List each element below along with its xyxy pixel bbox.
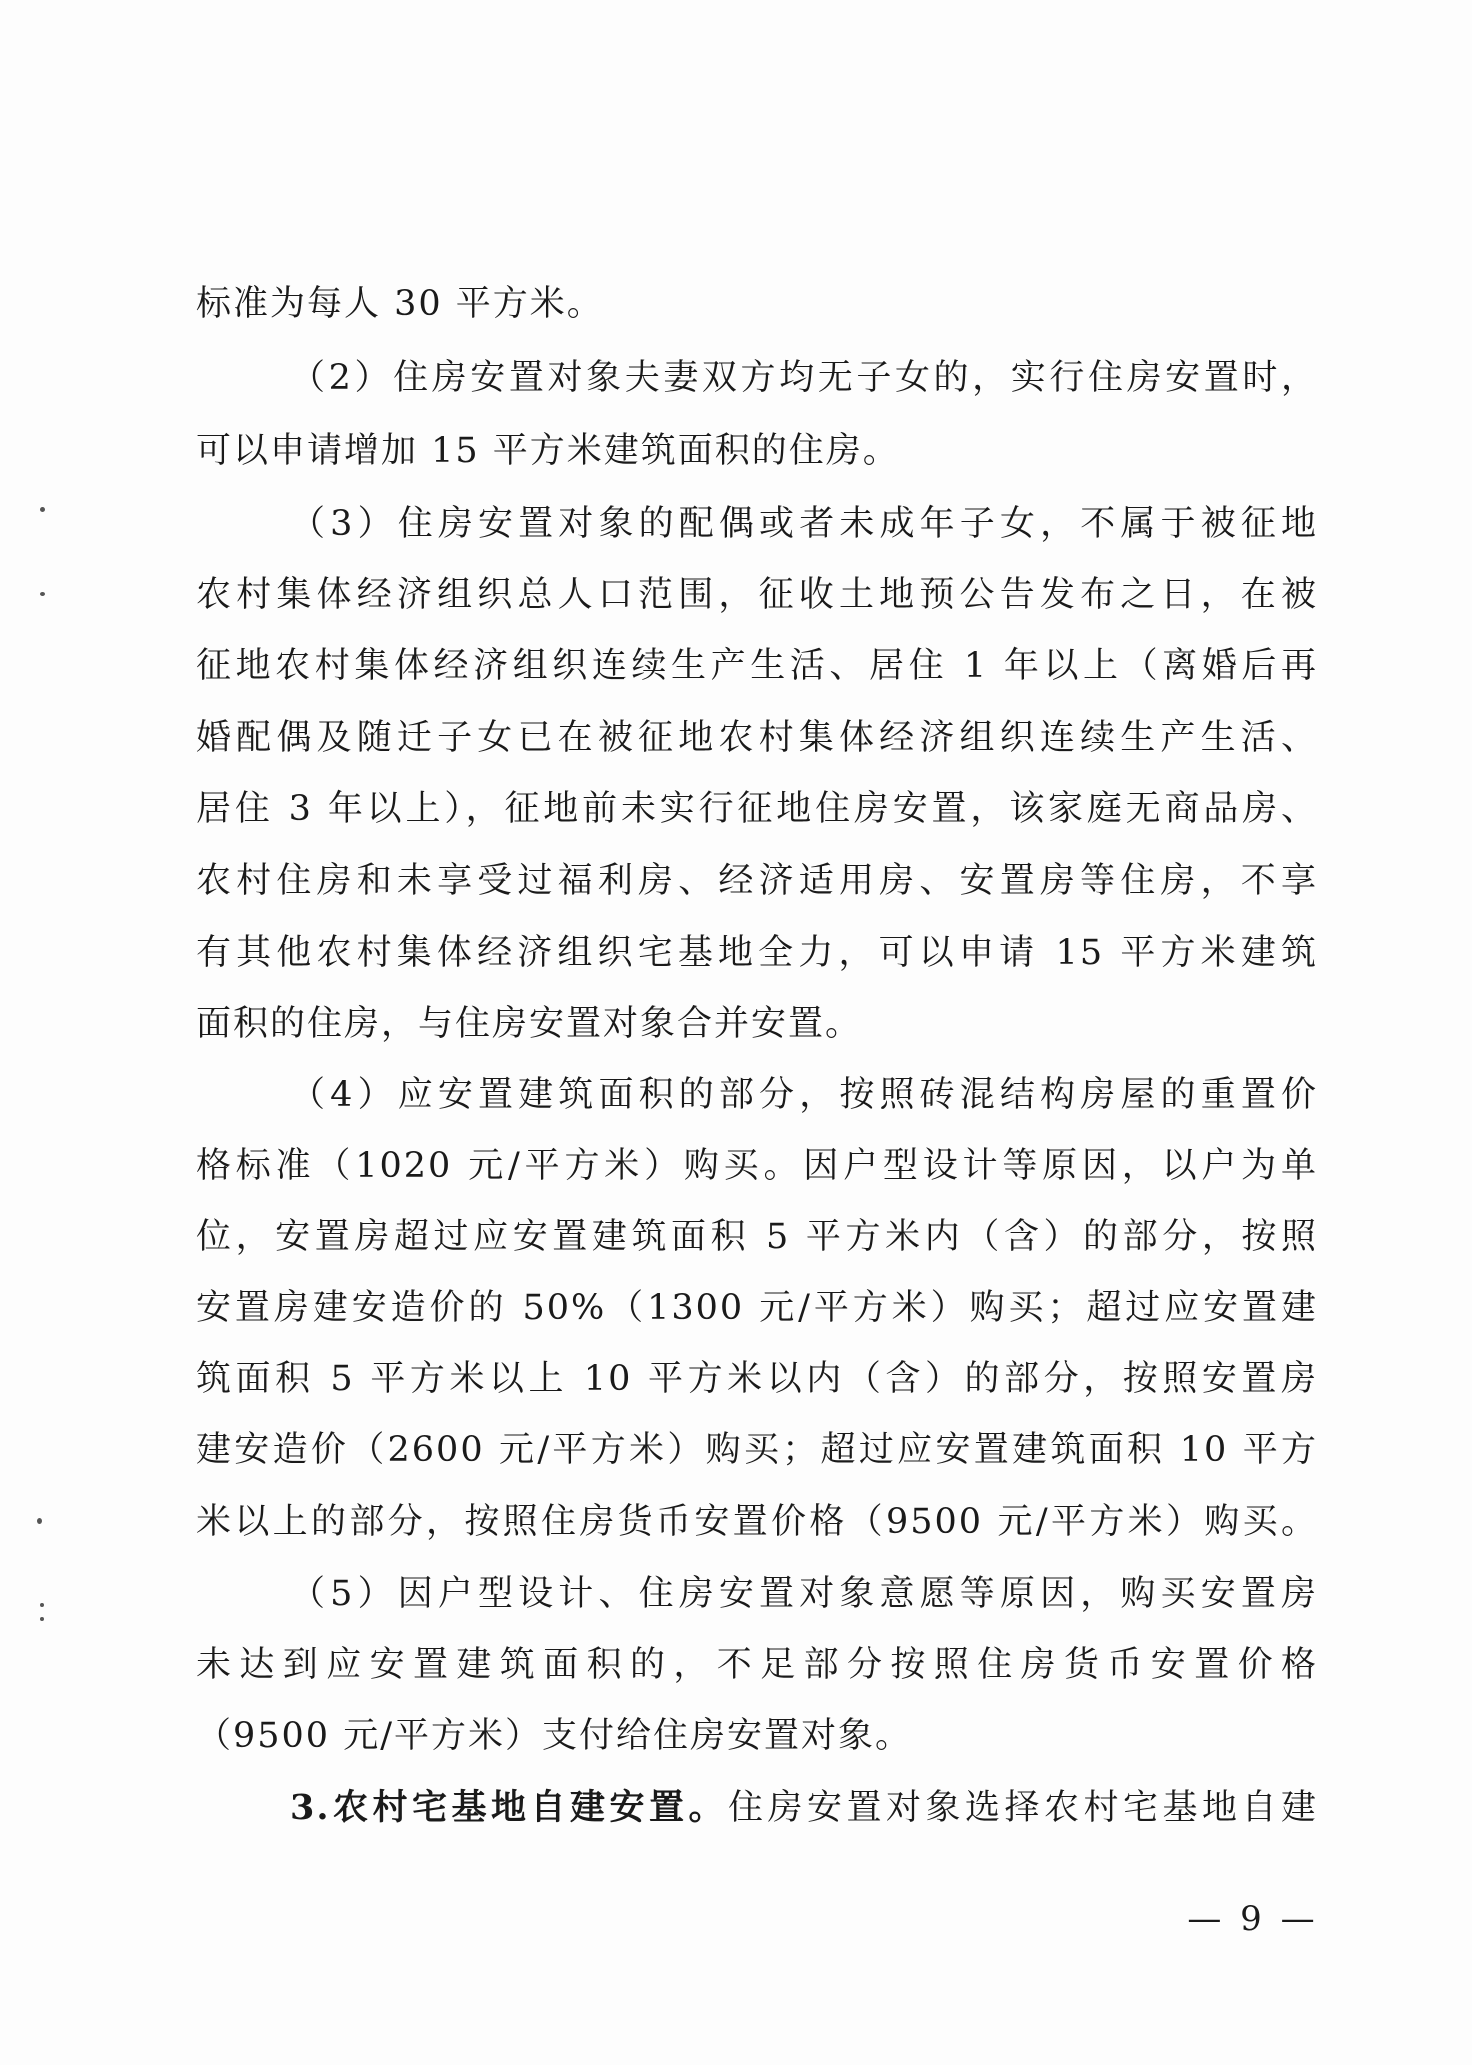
text-line: 可以申请增加 15 平方米建筑面积的住房。 <box>196 431 900 471</box>
text-line: 筑面积 5 平方米以上 10 平方米以内（含）的部分，按照安置房 <box>196 1359 1318 1399</box>
text-line: 居住 3 年以上），征地前未实行征地住房安置，该家庭无商品房、 <box>196 789 1318 829</box>
scan-mark <box>37 1518 42 1524</box>
text-line: 有其他农村集体经济组织宅基地全力，可以申请 15 平方米建筑 <box>196 933 1318 973</box>
section-heading: 3.农村宅基地自建安置。 <box>290 1787 729 1828</box>
text-line: 米以上的部分，按照住房货币安置价格（9500 元/平方米）购买。 <box>196 1502 1318 1542</box>
text-line: 未达到应安置建筑面积的，不足部分按照住房货币安置价格 <box>196 1645 1318 1685</box>
text-line: （2）住房安置对象夫妻双方均无子女的，实行住房安置时， <box>290 358 1318 398</box>
text-line: 农村住房和未享受过福利房、经济适用房、安置房等住房，不享 <box>196 861 1318 901</box>
text-line: 安置房建安造价的 50%（1300 元/平方米）购买；超过应安置建 <box>196 1288 1318 1328</box>
text-line: 婚配偶及随迁子女已在被征地农村集体经济组织连续生产生活、 <box>196 718 1318 758</box>
section-text: 住房安置对象选择农村宅基地自建 <box>728 1788 1318 1828</box>
scan-mark <box>40 1603 44 1607</box>
scan-mark <box>40 507 45 512</box>
scan-mark <box>40 1617 44 1621</box>
page-number: — 9 — <box>1187 1899 1319 1939</box>
text-line: 面积的住房，与住房安置对象合并安置。 <box>196 1004 863 1044</box>
scan-mark <box>40 592 45 596</box>
text-line: （9500 元/平方米）支付给住房安置对象。 <box>196 1716 912 1756</box>
text-line: （5）因户型设计、住房安置对象意愿等原因，购买安置房 <box>290 1574 1318 1614</box>
section-line <box>290 1780 1318 1836</box>
text-line: 建安造价（2600 元/平方米）购买；超过应安置建筑面积 10 平方 <box>196 1430 1318 1470</box>
text-line: 农村集体经济组织总人口范围，征收土地预公告发布之日，在被 <box>196 575 1318 615</box>
text-line: 征地农村集体经济组织连续生产生活、居住 1 年以上（离婚后再 <box>196 646 1318 686</box>
text-line: （4）应安置建筑面积的部分，按照砖混结构房屋的重置价 <box>290 1075 1318 1115</box>
text-line: 位，安置房超过应安置建筑面积 5 平方米内（含）的部分，按照 <box>196 1217 1318 1257</box>
text-line: （3）住房安置对象的配偶或者未成年子女，不属于被征地 <box>290 504 1318 544</box>
text-line: 标准为每人 30 平方米。 <box>196 284 604 324</box>
text-line: 格标准（1020 元/平方米）购买。因户型设计等原因，以户为单 <box>196 1146 1318 1186</box>
